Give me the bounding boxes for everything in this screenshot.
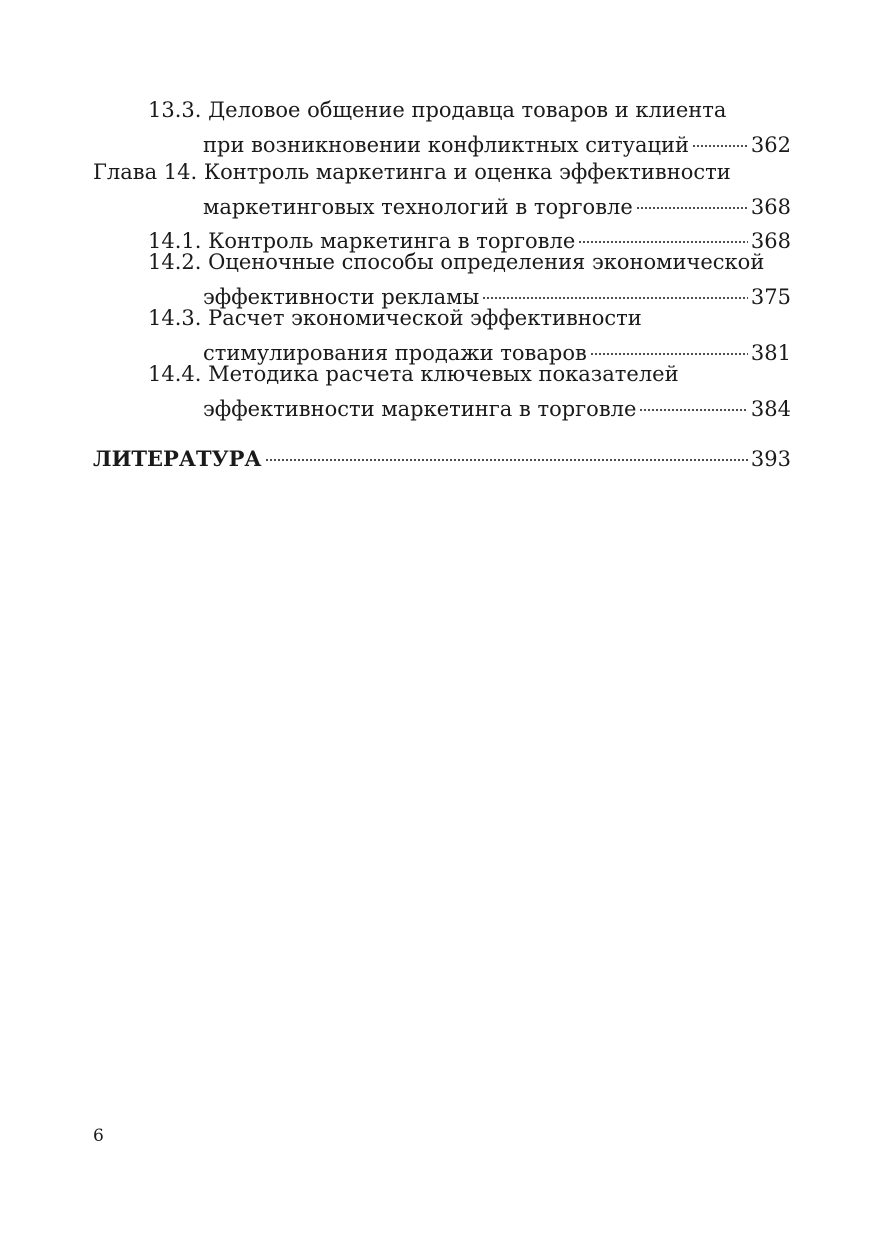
toc-entry-13-3-line1 (93, 96, 791, 124)
dot-leader (590, 332, 748, 360)
toc-entry-14-4-line1 (93, 360, 791, 388)
toc-entry-title: 14.2. Оценочные способы определения экономической (148, 250, 765, 274)
toc-chapter-14-line1 (93, 158, 791, 186)
toc-page-number: 384 (750, 397, 791, 421)
toc-entry-14-3-line1 (93, 304, 791, 332)
toc-entry-14-3-line2 (93, 332, 791, 365)
toc-entry-title-continuation: эффективности маркетинга в торговле (203, 397, 637, 421)
toc-literature (93, 438, 791, 471)
toc-page-number: 368 (750, 229, 791, 253)
page-number: 6 (93, 1126, 104, 1146)
toc-literature-label: ЛИТЕРАТУРА (93, 446, 262, 471)
toc-entry-title: 14.4. Методика расчета ключевых показателей (148, 362, 679, 386)
toc-page-number: 362 (750, 133, 791, 157)
dot-leader (639, 388, 747, 416)
toc-entry-14-2-line1 (93, 248, 791, 276)
toc-entry-14-4-line2 (93, 388, 791, 421)
dot-leader (265, 438, 748, 466)
toc-entry-title: 14.1. Контроль маркетинга в торговле (148, 229, 576, 253)
toc-chapter-title-continuation: маркетинговых технологий в торговле (203, 195, 633, 219)
toc-entry-title: 13.3. Деловое общение продавца товаров и клиента (148, 98, 727, 122)
table-of-contents (93, 96, 791, 471)
toc-page-number: 393 (750, 447, 791, 471)
dot-leader (692, 124, 748, 152)
toc-chapter-title: Глава 14. Контроль маркетинга и оценка эффективности (93, 160, 731, 184)
toc-entry-13-3-line2 (93, 124, 791, 157)
toc-page-number: 381 (750, 341, 791, 365)
toc-entry-14-1 (93, 220, 791, 253)
toc-entry-title: 14.3. Расчет экономической эффективности (148, 306, 642, 330)
toc-page-number: 368 (750, 195, 791, 219)
toc-entry-title-continuation: стимулирования продажи товаров (203, 341, 587, 365)
dot-leader (482, 276, 748, 304)
dot-leader (578, 220, 748, 248)
dot-leader (636, 186, 748, 214)
toc-entry-14-2-line2 (93, 276, 791, 309)
toc-entry-title-continuation: эффективности рекламы (203, 285, 480, 309)
toc-page-number: 375 (750, 285, 791, 309)
toc-chapter-14-line2 (93, 186, 791, 219)
toc-entry-title-continuation: при возникновении конфликтных ситуаций (203, 133, 689, 157)
